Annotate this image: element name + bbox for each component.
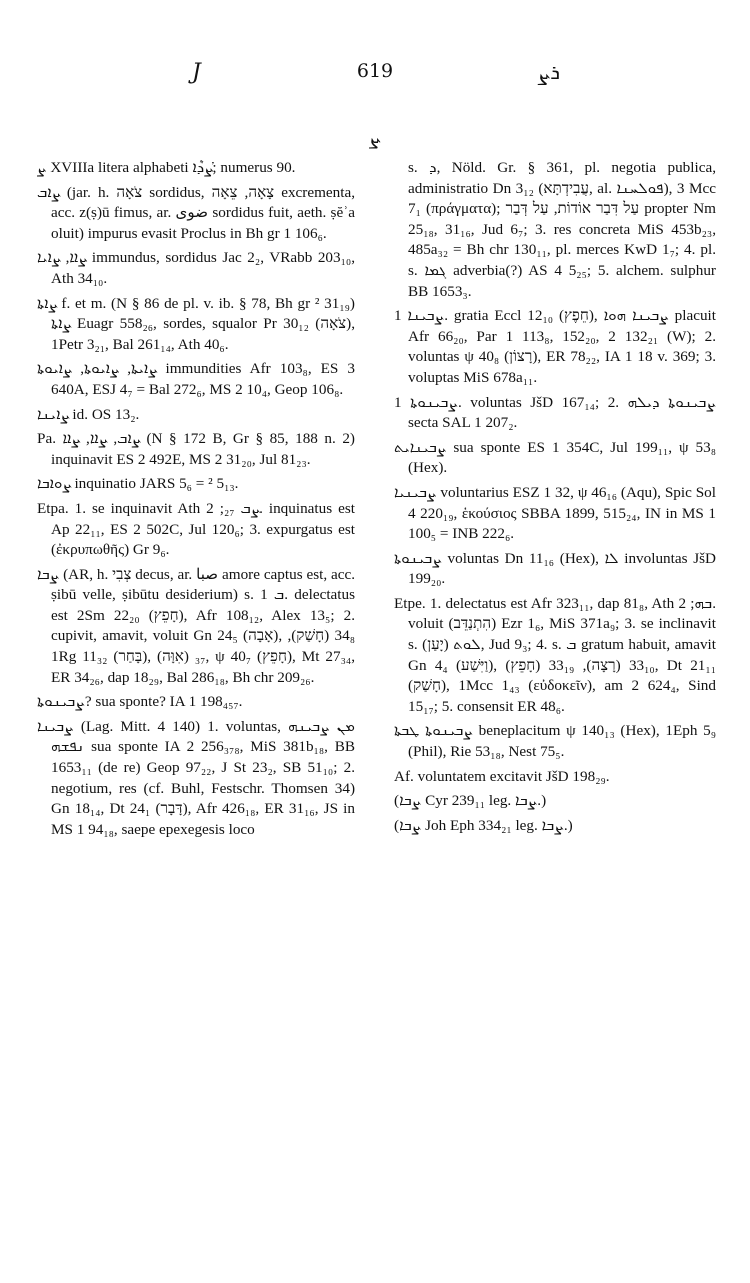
dictionary-entry: Etpa. 1. se inquinavit Ath ܨܒ ₂₇; 2. inquinatus est Ap 22₁₁, ES 2 502C, Jul 120₆; 3. expurgatus est (ἐκρυπωθῆς) Gr 9₆.	[37, 499, 356, 559]
dictionary-entry: ܨ XVIIIa litera alphabeti ܨܳܕܶܐ; numerus 90.	[37, 159, 296, 176]
dictionary-entry: ܨܒܐ (AR, h. צְבִי decus, ar. صبا amore captus est, acc. ṣibū velle, ṣibūtu desiderium) s. ܒ 1. delectatus est 2Sm 22₂₀ (חָפֵץ), Afr 108₁₂, Alex 13₅; 2. cupivit, amavit, voluit Gn 24₅ (אָבָה), 34₈ (חָשַׁק), 1Rg 11₃₂ (בָּחַר), ₃₇ (אִוָּה), ψ 40₇ (חָפֵץ), Mt 27₃₄, ER 34₂₆, dap 18₂₉, Bal 286₁₈, Bh chr 209₂₆.	[37, 565, 355, 686]
dictionary-entry: ܨܒܝܢܘܬܐ 1. voluntas JšD 167₁₄; 2. ܨܒܝܢܘܬܐ ܕܝܠܗ secta SAL 1 207₂.	[394, 393, 717, 432]
dictionary-entry: ܨܐܝܬܐ, ܨܐܝܘܬܐ, ܨܐܝܘܬܐ immundities Afr 103₈, ES 3 640A, ESJ 4₇ = Bal 272₆, MS 2 10₄, Geop 106₈.	[37, 360, 356, 398]
dictionary-entry: ܨܒܝܢܐ 1. gratia Eccl 12₁₀ (חֵפֶץ), ܨܒܝܢܐ ܗܘܐ placuit Afr 66₂₀, Par 1 113₈, 152₂₀, 2 132₂₁ (W); 2. voluntas ψ 40₈ (רָצוֹן), ER 78₂₂, IA 1 18 v. 369; 3. voluptas MiS 678a₁₁.	[394, 307, 716, 386]
page-number: 619	[356, 60, 394, 82]
header-left-mark: J	[192, 60, 201, 85]
dictionary-entry: (ܨܒܐ Joh Eph 334₂₁ leg. ܨܒܐ.)	[394, 816, 573, 834]
dictionary-entry: ܨܒܝܢܐ (Lag. Mitt. 4 140) 1. voluntas, ܡܢ ܨܒܝܢܗ ܢܦܫܗ sua sponte IA 2 256₃₇₈, MiS 381b₁₈, BB 1653₁₁ (de re) Geop 97₂₂, J St 23₂, SB 51₁₀; 2. negotium, res (cf. Buhl, Festschr. Thomsen 34) Gn 18₁₄, Dt 24₁ (דָּבָר), Afr 426₁₈, ER 31₁₆, JS in MS 1 94₁₈, saepe epexegesis loco	[37, 717, 356, 838]
dictionary-entry: ܨܐܐ, ܨܐܝܐ immundus, sordidus Jac 2₂, VRabb 203₁₀, Ath 34₁₀.	[37, 249, 355, 287]
dictionary-entry: ܨܐܬܐ f. et m. (N § 86 de pl. v. ib. § 78, Bh gr ² 31₁₉) ܨܐܬܐ Euagr 558₂₆, sordes, squalor Pr 30₁₂ (צֹאָה), 1Petr 3₂₁, Bal 261₁₄, Ath 40₆.	[37, 294, 355, 353]
dictionary-entry: Af. voluntatem excitavit JšD 198₂₉.	[394, 767, 610, 785]
section-letter: ܨ	[369, 126, 381, 148]
page-header	[60, 60, 690, 88]
header-right-mark: ܪܨ	[537, 60, 560, 84]
right-column	[394, 158, 716, 840]
dictionary-entry: Pa. ܨܐܒ, ܨܐܐ, ܨܐܐ (N § 172 B, Gr § 85, 188 n. 2) inquinavit ES 2 492E, MS 2 31₂₀, Jul 81₂₃.	[37, 430, 355, 468]
dictionary-entry: ܨܐܝܢܐ id. OS 13₂.	[37, 405, 140, 423]
dictionary-entry: ܨܘܐܒܐ inquinatio JARS 5₆ = ² 5₁₃.	[37, 475, 239, 493]
dictionary-entry: Etpe. 1. delectatus est Afr 323₁₁, dap 81₈, Ath ܒܗ; 2. voluit (הִתְנַדֵּב) Ezr 1₆, MiS 371a₉; 3. se inclinavit s. ܠܘܬ (יָעַן), Jud 9₃; 4. s. ܒ gratum habuit, amavit Gn 4₄ (וַיִּשַׁע), 33₁₀ (רָצָה), 33₁₉ (חָפֵץ), Dt 21₁₁ (חָשַׁק), 1Mcc 1₄₃ (εὐδοκεῖν), am 2 624₄, Sind 15₁₇; 5. consensit ER 48₆.	[394, 594, 716, 715]
dictionary-entry: ܨܒܝܢܘܬܐ voluntas Dn 11₁₆ (Hex), ܠܐ involuntas JšD 199₂₀.	[394, 549, 716, 588]
dictionary-entry: ܨܒܝܢܝܐ voluntarius ESZ 1 32, ψ 46₁₆ (Aqu), Spic Sol 4 220₁₉, ἑκούσιος SBBA 1899, 515₂₄, IN in MS 1 100₅ = INB 222₆.	[394, 483, 716, 543]
dictionary-entry: ܨܒܝܢܐܝܬ sua sponte ES 1 354C, Jul 199₁₁, ψ 53₈ (Hex).	[394, 438, 716, 477]
dictionary-entry: ܨܒܝܢܘܬܐ ܛܒܬܐ beneplacitum ψ 140₁₃ (Hex), 1Eph 5₉ (Phil), Rie 53₁₈, Nest 75₅.	[394, 722, 716, 761]
dictionary-entry: s. ܕ, Nöld. Gr. § 361, pl. negotia publica, administratio Dn 3₁₂ (עֲבִידְתָּא, al. ܦܘܠܚܢܐ), 3 Mcc 7₁ (πράγματα); עַל דִּבַר אוֹדוֹת, עַל דְּבַר propter Nm 25₁₈, 31₁₆, Jud 6₇; 3. res concreta MiS 453b₂₃, 485a₃₂ = Bh chr 130₁₁, pl. merces KwD 1₇; 4. pl. s. ܓܡܐ adverbia(?) AS 4 5₂₅; 5. alchem. sulphur BB 1653₃.	[408, 159, 716, 300]
dictionary-entry: ܨܒܝܢܘܬܐ? sua sponte? IA 1 198₄₅₇.	[37, 693, 243, 711]
dictionary-entry: ܨܐܒ (jar. h. צֹאָה sordidus, צָאָה, צֵאָה excrementa, acc. z(ṣ)ū fimus, ar. ضوى sordidus fuit, aeth. ṣĕʾa oluit) impurus evasit Proclus in Bh gr 1 106₆.	[37, 183, 356, 242]
left-column	[37, 158, 355, 844]
dictionary-entry: (ܨܒܐ Cyr 239₁₁ leg. ܨܒܐ.)	[394, 792, 547, 810]
